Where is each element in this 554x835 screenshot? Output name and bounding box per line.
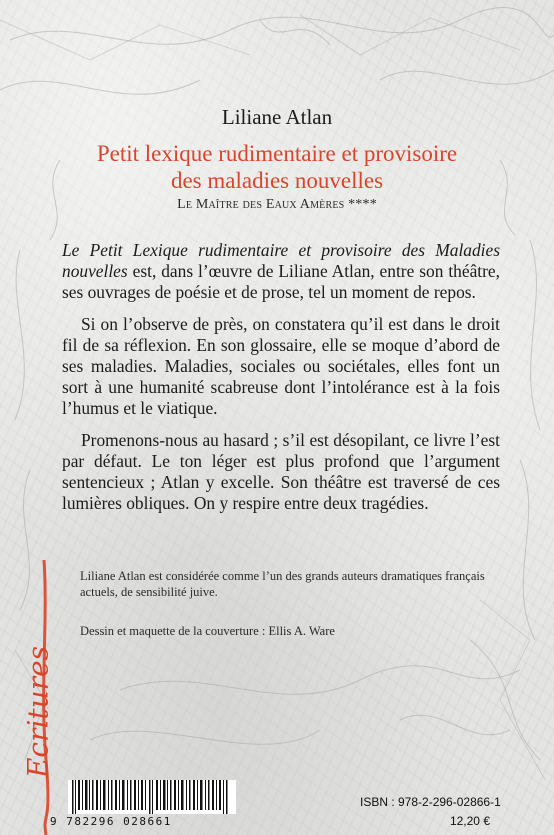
barcode-digits: 9 782296 028661 xyxy=(50,815,172,828)
publisher-logo-text: Ecritures xyxy=(21,645,55,779)
blurb-paragraph-3: Promenons-nous au hasard ; s’il est désopilant, ce livre l’est par défaut. Le ton léger est plus profond que l’argument sentencieux ; Atlan y excelle. Son théâtre est traversé de ces lumières obliques. On y respire entre deux tragédies. xyxy=(62,430,500,513)
author-bio: Liliane Atlan est considérée comme l’un des grands auteurs dramatiques français actuels, de sensibilité juive. xyxy=(80,569,485,599)
book-title-line-2: des maladies nouvelles xyxy=(170,168,384,193)
cover-credits: Dessin et maquette de la couverture : Ellis A. Ware xyxy=(80,624,335,638)
price: 12,20 € xyxy=(449,814,490,828)
blurb-title-italic: Le Petit Lexique rudimentaire et provisoire des Maladies nouvelles xyxy=(62,240,500,281)
blurb-paragraph-2: Si on l’observe de près, on constatera qu’il est dans le droit fil de sa réflexion. En son glossaire, elle se moque d’abord de ses maladies. Maladies, sociales ou sociétales, elles font un sort à une humanité scabreuse dont l’intolérance est à la fois l’humus et le viatique. xyxy=(62,314,500,418)
barcode-bars xyxy=(68,780,236,814)
blurb xyxy=(62,240,500,525)
blurb-paragraph-1 xyxy=(62,240,500,303)
author-name: Liliane Atlan xyxy=(221,105,333,129)
book-title-line-1: Petit lexique rudimentaire et provisoire xyxy=(96,141,458,166)
barcode xyxy=(68,780,236,814)
blurb-paragraph-1-text: est, dans l’œuvre de Liliane Atlan, entre son théâtre, ses ouvrages de poésie et de prose, tel un moment de repos. xyxy=(62,261,500,302)
isbn: ISBN : 978-2-296-02866-1 xyxy=(360,795,501,809)
series-name: Le Maître des Eaux Amères **** xyxy=(177,197,377,212)
book-title xyxy=(0,140,554,194)
publisher-logo xyxy=(8,612,68,812)
